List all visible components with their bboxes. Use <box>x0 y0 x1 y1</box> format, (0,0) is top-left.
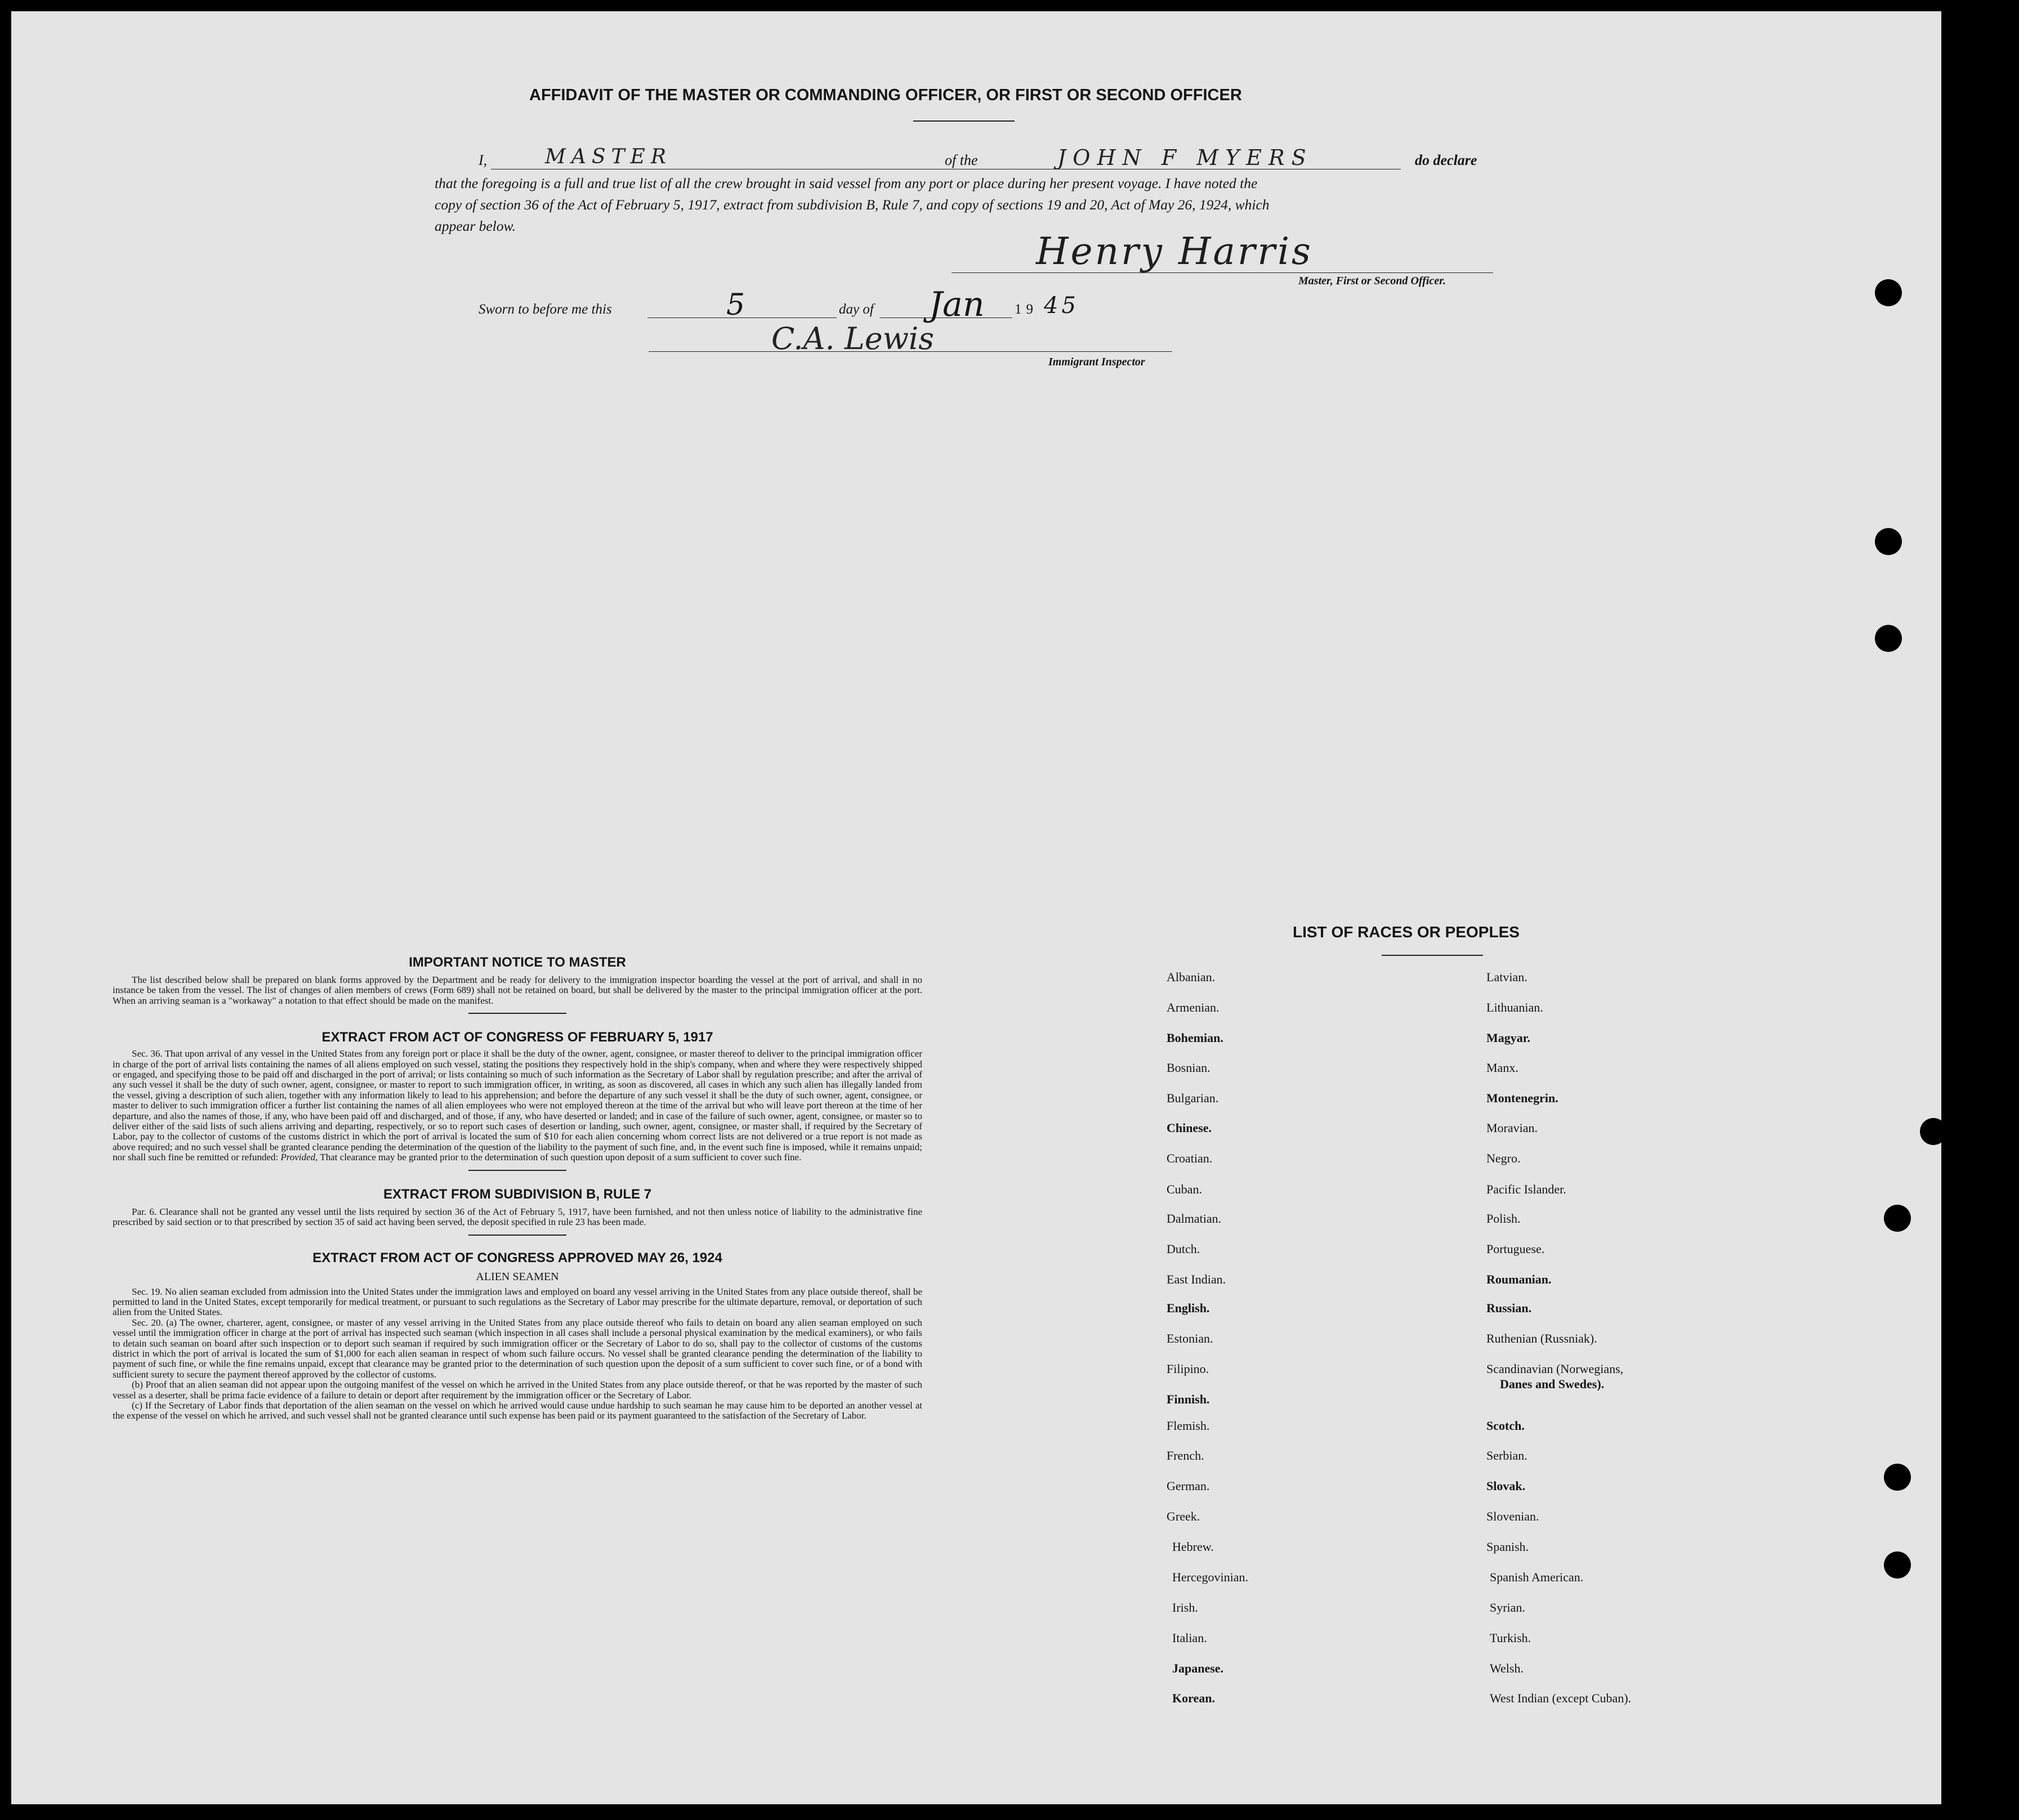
race-item: Scotch. <box>1486 1419 1525 1433</box>
sec-36-proviso: That clearance may be granted prior to the determination of such question upon deposit of a sum sufficient to cover such fine. <box>320 1152 802 1163</box>
sec-20a-paragraph: Sec. 20. (a) The owner, charterer, agent, consignee, or master of any vessel arriving in the United States from any place outside thereof who fails to detain on board any alien seaman employed on such vessel until the immigration officer in charge at the port of arrival has inspected such seaman (which inspection in all cases shall include a personal physical examination by the medical examiners), or who fails to detain such seaman on board after such inspection or to deport such seaman if required by such immigration officer or the Secretary of Labor to do so, shall pay to the collector of customs of the customs district in which the port of arrival is located the sum of $1,000 for each alien seaman in respect of whom such failure occurs. No vessel shall be granted clearance pending the determination of the liability to payment of such fine, or while the fine remains unpaid, except that clearance may be granted prior to the determination of such question upon the deposit of a sum sufficient to cover such fine, or of a bond with sufficient surety to secure the payment thereof approved by the collector of customs. <box>113 1317 922 1380</box>
affidavit-body-line-2: copy of section 36 of the Act of February 5, 1917, extract from subdivision B, Rule 7, and copy of sections 19 and 20, Act of May 26, 1924, which <box>435 196 1270 213</box>
year-prefix: 19 <box>1015 302 1038 317</box>
master-signature: Henry Harris <box>1036 230 1313 273</box>
race-item: Danes and Swedes). <box>1500 1377 1605 1391</box>
affidavit-body-line-3: appear below. <box>435 218 516 234</box>
race-item: Bohemian. <box>1167 1031 1223 1045</box>
punch-hole <box>1884 1205 1911 1232</box>
race-item: Magyar. <box>1486 1031 1531 1045</box>
race-item: Russian. <box>1486 1301 1532 1315</box>
do-declare-label: do declare <box>1415 152 1477 168</box>
race-item: West Indian (except Cuban). <box>1490 1691 1632 1705</box>
vessel-field-value: JOHN F MYERS <box>1057 145 1313 170</box>
signature-line <box>952 272 1493 273</box>
race-item: Moravian. <box>1486 1121 1538 1135</box>
extract-1924-title: EXTRACT FROM ACT OF CONGRESS APPROVED MAY 26, 1924 <box>312 1250 722 1265</box>
master-field-value: MASTER <box>545 145 672 168</box>
affidavit-title: AFFIDAVIT OF THE MASTER OR COMMANDING OFFICER, OR FIRST OR SECOND OFFICER <box>529 86 1242 104</box>
sec-19-paragraph: Sec. 19. No alien seaman excluded from admission into the United States under the immigration laws and employed on board any vessel arriving in the United States from any place outside thereof, shall be permitted to land in the United States, except temporarily for medical treatment, or pursuant to such regulations as the Secretary of Labor may prescribe for the ultimate departure, removal, or deportation of such alien from the United States. <box>113 1286 922 1318</box>
race-item: Welsh. <box>1490 1661 1524 1675</box>
divider <box>468 1170 566 1171</box>
affidavit-body <box>435 173 1499 237</box>
race-item: Chinese. <box>1167 1121 1212 1135</box>
race-item: Greek. <box>1167 1509 1200 1523</box>
race-item: Serbian. <box>1486 1448 1527 1463</box>
race-item: Syrian. <box>1490 1600 1525 1615</box>
affidavit-body-line-1: that the foregoing is a full and true list of all the crew brought in said vessel from any port or place during her present voyage. I have noted the <box>435 175 1258 191</box>
race-item: Manx. <box>1486 1061 1518 1075</box>
signature-caption: Master, First or Second Officer. <box>1298 275 1446 287</box>
extract-1924-text <box>113 1287 922 1421</box>
punch-hole <box>1875 625 1902 652</box>
sec-20b-paragraph: (b) Proof that an alien seaman did not appear upon the outgoing manifest of the vessel on which he arrived in the United States from any place outside thereof, or that he was reported by the master of such vessel as a deserter, shall be prima facie evidence of a failure to detain or deport after requirement by the immigration officer or the Secretary of Labor. <box>113 1379 922 1401</box>
notice-text <box>113 975 922 1006</box>
race-item: Flemish. <box>1167 1419 1210 1433</box>
race-item: Scandinavian (Norwegians, <box>1486 1362 1624 1376</box>
sec-36-text: Sec. 36. That upon arrival of any vessel in the United States from any foreign port or place it shall be the duty of the owner, agent, consignee, or master thereof to deliver to the principal immigration officer in charge of the port of arrival lists containing the names of all aliens employed on such vessel, stating the positions they respectively hold in the ship's company, when and where they were respectively shipped or engaged, and specifying those to be paid off and discharged in the port of arrival; or lists containing so much of such information as the Secretary of Labor shall by regulation prescribe; and after the arrival of any such vessel it shall be the duty of such owner, agent, consignee, or master to report to such immigration officer, in writing, as soon as discovered, all cases in which any such alien has illegally landed from the vessel, giving a description of such alien, together with any information likely to lead to his apprehension; and before the departure of any such vessel it shall be the duty of such owner, agent, consignee, or master to deliver to such immigration officer a further list containing the names of all alien employees who were not employed thereon at the time of the arrival but who will leave port thereon at the time of her departure, and also the names of those, if any, who have been paid off and discharged, and of those, if any, who have deserted or landed; and in case of the failure of such owner, agent, consignee, or master so to deliver either of the said lists of such aliens arriving and departing, respectively, or so to report such cases of desertion or landing, such owner, agent, consignee, or master shall, if required by the Secretary of Labor, pay to the collector of customs of the customs district in which the port of arrival is located the sum of $10 for each alien concerning whom correct lists are not delivered or a true report is not made as above required; and no such vessel shall be granted clearance pending the determination of the question of the liability to the payment of such fine, and, in the event such fine is imposed, while it remains unpaid; nor shall such fine be remitted or refunded: <box>113 1048 922 1163</box>
divider <box>468 1235 566 1236</box>
of-the-label: of the <box>945 152 978 168</box>
race-item: Turkish. <box>1490 1631 1531 1645</box>
race-item: Estonian. <box>1167 1331 1213 1345</box>
extract-1917-text <box>113 1049 922 1162</box>
sworn-month-value: Jan <box>929 285 985 324</box>
inspector-line <box>649 351 1172 352</box>
day-of-label: day of <box>839 302 874 317</box>
punch-hole <box>1920 1118 1947 1145</box>
race-item: German. <box>1167 1479 1210 1493</box>
race-item: Japanese. <box>1172 1661 1224 1675</box>
provided-word: Provided, <box>280 1152 318 1163</box>
race-item: Slovak. <box>1486 1479 1526 1493</box>
document-page <box>11 11 1941 1804</box>
race-item: Spanish. <box>1486 1540 1529 1554</box>
race-item: Polish. <box>1486 1211 1521 1226</box>
race-item: Spanish American. <box>1490 1570 1584 1584</box>
race-item: Cuban. <box>1167 1182 1202 1196</box>
race-item: East Indian. <box>1167 1272 1226 1286</box>
extract-1917-title: EXTRACT FROM ACT OF CONGRESS OF FEBRUARY 5, 1917 <box>321 1030 713 1045</box>
race-item: Finnish. <box>1167 1392 1210 1406</box>
race-item: Bosnian. <box>1167 1061 1210 1075</box>
race-item: French. <box>1167 1448 1204 1463</box>
race-item: Hercegovinian. <box>1172 1570 1248 1584</box>
rule-7-text <box>113 1207 922 1228</box>
lead-i: I, <box>479 152 488 168</box>
notice-title: IMPORTANT NOTICE TO MASTER <box>409 955 626 970</box>
race-item: Dalmatian. <box>1167 1211 1222 1226</box>
race-item: Portuguese. <box>1486 1242 1545 1256</box>
race-item: Italian. <box>1172 1631 1207 1645</box>
race-item: Hebrew. <box>1172 1540 1214 1554</box>
race-item: English. <box>1167 1301 1210 1315</box>
notice-paragraph: The list described below shall be prepared on blank forms approved by the Department and be ready for delivery to the immigration inspector boarding the vessel at the port of arrival, and shall in no instance be taken from the vessel. The list of changes of alien members of crews (Form 689) shall not be retained on board, but shall be delivered by the master to the principal immigration officer at the port. When an arriving seaman is a "workaway" a notation to that effect should be made on the manifest. <box>113 974 922 1006</box>
inspector-caption: Immigrant Inspector <box>1048 356 1145 368</box>
inspector-signature: C.A. Lewis <box>771 321 934 356</box>
race-item: Irish. <box>1172 1600 1198 1615</box>
alien-seamen-subtitle: ALIEN SEAMEN <box>476 1270 559 1283</box>
race-item: Slovenian. <box>1486 1509 1539 1523</box>
race-item: Albanian. <box>1167 970 1216 984</box>
race-item: Bulgarian. <box>1167 1091 1219 1105</box>
race-item: Filipino. <box>1167 1362 1209 1376</box>
title-divider <box>913 120 1015 122</box>
race-item: Croatian. <box>1167 1151 1213 1165</box>
sec-20c-paragraph: (c) If the Secretary of Labor finds that deportation of the alien seaman on the vessel on which he arrived would cause undue hardship to such seaman he may cause him to be deported an another vessel at the expense of the vessel on which he arrived, and such vessel shall not be granted clearance until such expense has been paid or its payment guaranteed to the satisfaction of the Secretary of Labor. <box>113 1399 922 1421</box>
divider <box>468 1013 566 1014</box>
punch-hole <box>1884 1464 1911 1491</box>
year-suffix-value: 45 <box>1044 293 1079 319</box>
race-item: Roumanian. <box>1486 1272 1552 1286</box>
sworn-label: Sworn to before me this <box>479 302 612 317</box>
sworn-day-value: 5 <box>726 288 745 322</box>
race-item: Lithuanian. <box>1486 1000 1543 1014</box>
rule-7-title: EXTRACT FROM SUBDIVISION B, RULE 7 <box>383 1186 652 1202</box>
races-title: LIST OF RACES OR PEOPLES <box>1293 923 1520 941</box>
races-divider <box>1382 955 1483 956</box>
race-item: Armenian. <box>1167 1000 1220 1014</box>
race-item: Dutch. <box>1167 1242 1200 1256</box>
notices-column <box>113 955 922 1421</box>
race-item: Pacific Islander. <box>1486 1182 1566 1196</box>
race-item: Ruthenian (Russniak). <box>1486 1331 1597 1345</box>
race-item: Korean. <box>1172 1691 1215 1705</box>
race-item: Negro. <box>1486 1151 1521 1165</box>
punch-hole <box>1875 279 1902 306</box>
race-item: Latvian. <box>1486 970 1527 984</box>
sec-36-paragraph <box>113 1049 922 1162</box>
race-item: Montenegrin. <box>1486 1091 1558 1105</box>
punch-hole <box>1884 1551 1911 1578</box>
punch-hole <box>1875 528 1902 555</box>
rule-7-paragraph: Par. 6. Clearance shall not be granted any vessel until the lists required by section 36 of the Act of February 5, 1917, have been furnished, and not then unless notice of liability to the administrative fine prescribed by said section or to that prescribed by section 35 of said act having been served, the deposit specified in rule 23 has been made. <box>113 1206 922 1228</box>
affidavit-line-1 <box>432 145 1497 171</box>
